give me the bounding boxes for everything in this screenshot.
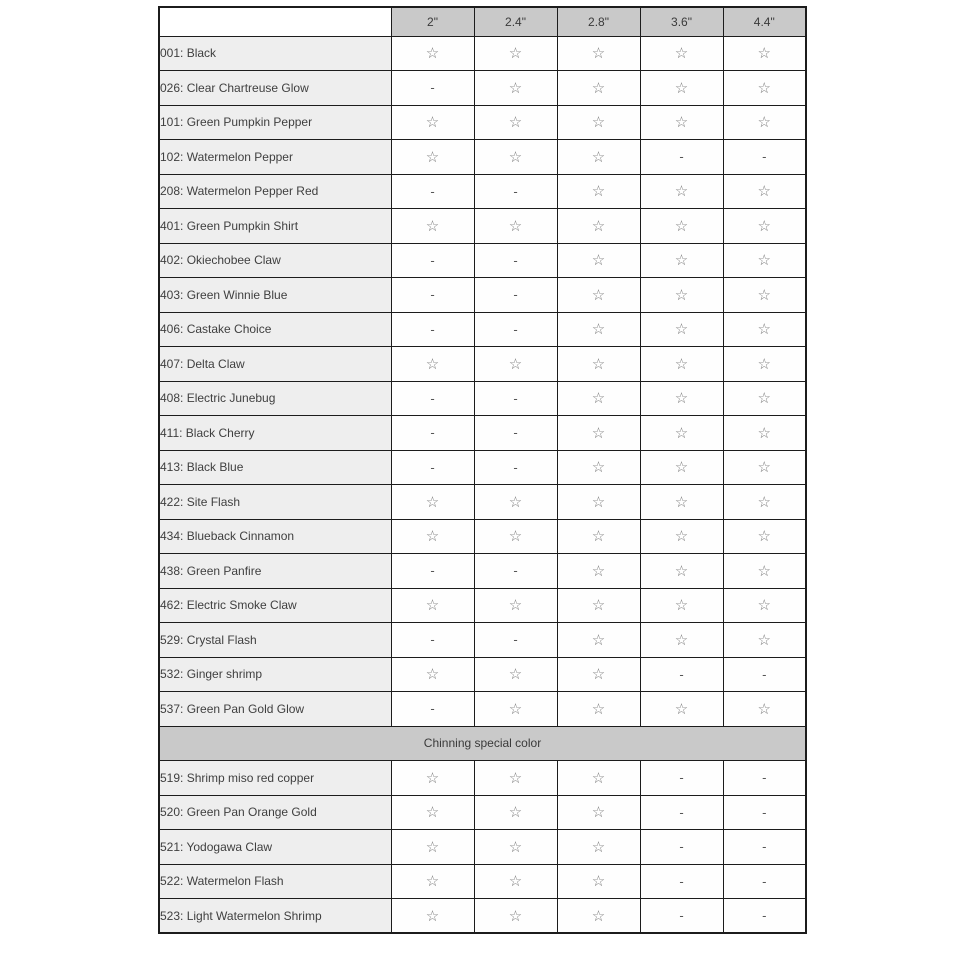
availability-star: ☆ <box>723 71 806 106</box>
availability-dash: - <box>640 795 723 830</box>
availability-dash: - <box>640 830 723 865</box>
table-row <box>159 140 806 175</box>
availability-star: ☆ <box>557 864 640 899</box>
table-row <box>159 450 806 485</box>
availability-star: ☆ <box>723 692 806 727</box>
availability-star: ☆ <box>474 830 557 865</box>
availability-star: ☆ <box>640 347 723 382</box>
color-name-cell: 537: Green Pan Gold Glow <box>159 692 391 727</box>
availability-star: ☆ <box>723 243 806 278</box>
table-row <box>159 899 806 934</box>
availability-star: ☆ <box>557 381 640 416</box>
availability-dash: - <box>391 278 474 313</box>
availability-dash: - <box>474 554 557 589</box>
availability-dash: - <box>391 450 474 485</box>
availability-star: ☆ <box>474 795 557 830</box>
table-row <box>159 761 806 796</box>
availability-star: ☆ <box>557 347 640 382</box>
table-row <box>159 278 806 313</box>
availability-star: ☆ <box>474 347 557 382</box>
availability-star: ☆ <box>723 347 806 382</box>
color-name-cell: 101: Green Pumpkin Pepper <box>159 105 391 140</box>
availability-dash: - <box>391 416 474 451</box>
availability-dash: - <box>391 243 474 278</box>
availability-star: ☆ <box>640 312 723 347</box>
availability-star: ☆ <box>557 71 640 106</box>
color-name-cell: 411: Black Cherry <box>159 416 391 451</box>
color-name-cell: 402: Okiechobee Claw <box>159 243 391 278</box>
color-name-cell: 519: Shrimp miso red copper <box>159 761 391 796</box>
availability-dash: - <box>474 623 557 658</box>
table-row <box>159 588 806 623</box>
availability-dash: - <box>391 692 474 727</box>
color-name-cell: 408: Electric Junebug <box>159 381 391 416</box>
availability-star: ☆ <box>640 588 723 623</box>
availability-star: ☆ <box>640 692 723 727</box>
availability-star: ☆ <box>474 899 557 934</box>
section-row <box>159 726 806 761</box>
availability-star: ☆ <box>723 623 806 658</box>
color-name-cell: 001: Black <box>159 36 391 71</box>
availability-star: ☆ <box>723 312 806 347</box>
availability-star: ☆ <box>391 864 474 899</box>
availability-star: ☆ <box>474 140 557 175</box>
color-size-availability-table <box>158 6 807 934</box>
color-name-cell: 532: Ginger shrimp <box>159 657 391 692</box>
size-header-4-4in: 4.4" <box>723 7 806 36</box>
availability-star: ☆ <box>723 381 806 416</box>
availability-dash: - <box>640 657 723 692</box>
availability-dash: - <box>474 416 557 451</box>
availability-star: ☆ <box>640 105 723 140</box>
availability-star: ☆ <box>557 209 640 244</box>
availability-star: ☆ <box>557 416 640 451</box>
availability-dash: - <box>391 381 474 416</box>
availability-dash: - <box>723 657 806 692</box>
availability-star: ☆ <box>640 278 723 313</box>
size-header-row <box>159 7 806 36</box>
availability-star: ☆ <box>391 140 474 175</box>
availability-dash: - <box>640 864 723 899</box>
availability-star: ☆ <box>557 554 640 589</box>
availability-star: ☆ <box>391 209 474 244</box>
availability-star: ☆ <box>557 692 640 727</box>
color-name-cell: 462: Electric Smoke Claw <box>159 588 391 623</box>
table-row <box>159 174 806 209</box>
availability-star: ☆ <box>557 105 640 140</box>
availability-star: ☆ <box>391 830 474 865</box>
availability-star: ☆ <box>640 174 723 209</box>
table-row <box>159 830 806 865</box>
size-header-2-8in: 2.8" <box>557 7 640 36</box>
availability-dash: - <box>723 795 806 830</box>
color-name-cell: 102: Watermelon Pepper <box>159 140 391 175</box>
color-name-cell: 523: Light Watermelon Shrimp <box>159 899 391 934</box>
availability-star: ☆ <box>474 657 557 692</box>
availability-star: ☆ <box>640 485 723 520</box>
availability-star: ☆ <box>640 450 723 485</box>
empty-header-cell <box>159 7 391 36</box>
availability-star: ☆ <box>723 278 806 313</box>
availability-star: ☆ <box>723 36 806 71</box>
table-row <box>159 105 806 140</box>
availability-dash: - <box>640 761 723 796</box>
availability-star: ☆ <box>474 761 557 796</box>
availability-star: ☆ <box>640 381 723 416</box>
availability-star: ☆ <box>474 588 557 623</box>
table-row <box>159 692 806 727</box>
availability-star: ☆ <box>474 519 557 554</box>
availability-star: ☆ <box>391 36 474 71</box>
color-name-cell: 529: Crystal Flash <box>159 623 391 658</box>
availability-dash: - <box>723 864 806 899</box>
color-name-cell: 407: Delta Claw <box>159 347 391 382</box>
table-row <box>159 312 806 347</box>
availability-star: ☆ <box>640 416 723 451</box>
availability-dash: - <box>474 312 557 347</box>
availability-star: ☆ <box>723 554 806 589</box>
availability-star: ☆ <box>391 105 474 140</box>
availability-star: ☆ <box>474 485 557 520</box>
table-row <box>159 657 806 692</box>
color-name-cell: 403: Green Winnie Blue <box>159 278 391 313</box>
availability-star: ☆ <box>723 588 806 623</box>
table-row <box>159 71 806 106</box>
availability-star: ☆ <box>723 519 806 554</box>
availability-star: ☆ <box>557 588 640 623</box>
availability-star: ☆ <box>557 830 640 865</box>
availability-dash: - <box>474 381 557 416</box>
availability-star: ☆ <box>391 761 474 796</box>
availability-dash: - <box>391 71 474 106</box>
table-row <box>159 209 806 244</box>
availability-star: ☆ <box>557 243 640 278</box>
availability-star: ☆ <box>557 174 640 209</box>
availability-star: ☆ <box>640 36 723 71</box>
availability-star: ☆ <box>640 243 723 278</box>
color-size-availability-table-wrap <box>158 6 807 934</box>
availability-star: ☆ <box>557 36 640 71</box>
availability-dash: - <box>391 623 474 658</box>
availability-table-body <box>159 36 806 933</box>
color-name-cell: 522: Watermelon Flash <box>159 864 391 899</box>
availability-dash: - <box>474 278 557 313</box>
availability-star: ☆ <box>640 209 723 244</box>
availability-dash: - <box>723 899 806 934</box>
color-name-cell: 413: Black Blue <box>159 450 391 485</box>
availability-star: ☆ <box>474 36 557 71</box>
availability-star: ☆ <box>640 554 723 589</box>
color-name-cell: 422: Site Flash <box>159 485 391 520</box>
availability-star: ☆ <box>557 657 640 692</box>
availability-star: ☆ <box>723 209 806 244</box>
availability-dash: - <box>723 761 806 796</box>
color-name-cell: 406: Castake Choice <box>159 312 391 347</box>
availability-dash: - <box>723 140 806 175</box>
availability-dash: - <box>640 899 723 934</box>
availability-star: ☆ <box>557 140 640 175</box>
availability-star: ☆ <box>557 312 640 347</box>
availability-dash: - <box>474 174 557 209</box>
size-header <box>159 7 806 36</box>
availability-dash: - <box>640 140 723 175</box>
availability-dash: - <box>391 554 474 589</box>
table-row <box>159 381 806 416</box>
color-name-cell: 026: Clear Chartreuse Glow <box>159 71 391 106</box>
table-row <box>159 554 806 589</box>
size-header-2-4in: 2.4" <box>474 7 557 36</box>
availability-star: ☆ <box>391 485 474 520</box>
availability-star: ☆ <box>391 899 474 934</box>
availability-star: ☆ <box>557 795 640 830</box>
availability-star: ☆ <box>723 105 806 140</box>
size-header-3-6in: 3.6" <box>640 7 723 36</box>
availability-star: ☆ <box>557 450 640 485</box>
availability-star: ☆ <box>391 519 474 554</box>
availability-star: ☆ <box>474 692 557 727</box>
availability-star: ☆ <box>391 657 474 692</box>
availability-star: ☆ <box>474 864 557 899</box>
availability-star: ☆ <box>474 209 557 244</box>
availability-star: ☆ <box>557 278 640 313</box>
table-row <box>159 243 806 278</box>
availability-star: ☆ <box>640 519 723 554</box>
availability-star: ☆ <box>640 623 723 658</box>
availability-star: ☆ <box>640 71 723 106</box>
section-header-label: Chinning special color <box>159 726 806 761</box>
color-name-cell: 401: Green Pumpkin Shirt <box>159 209 391 244</box>
availability-star: ☆ <box>723 450 806 485</box>
availability-star: ☆ <box>391 588 474 623</box>
size-header-2in: 2" <box>391 7 474 36</box>
availability-star: ☆ <box>474 71 557 106</box>
color-name-cell: 520: Green Pan Orange Gold <box>159 795 391 830</box>
color-name-cell: 434: Blueback Cinnamon <box>159 519 391 554</box>
availability-star: ☆ <box>723 174 806 209</box>
color-name-cell: 208: Watermelon Pepper Red <box>159 174 391 209</box>
availability-star: ☆ <box>557 623 640 658</box>
availability-star: ☆ <box>391 347 474 382</box>
availability-star: ☆ <box>474 105 557 140</box>
table-row <box>159 795 806 830</box>
table-row <box>159 416 806 451</box>
availability-star: ☆ <box>557 519 640 554</box>
color-name-cell: 438: Green Panfire <box>159 554 391 589</box>
availability-star: ☆ <box>723 416 806 451</box>
availability-dash: - <box>391 174 474 209</box>
availability-star: ☆ <box>557 899 640 934</box>
availability-dash: - <box>391 312 474 347</box>
availability-star: ☆ <box>557 485 640 520</box>
table-row <box>159 485 806 520</box>
table-row <box>159 36 806 71</box>
table-row <box>159 864 806 899</box>
table-row <box>159 623 806 658</box>
availability-star: ☆ <box>391 795 474 830</box>
availability-dash: - <box>474 450 557 485</box>
table-row <box>159 347 806 382</box>
availability-star: ☆ <box>557 761 640 796</box>
availability-dash: - <box>723 830 806 865</box>
availability-star: ☆ <box>723 485 806 520</box>
table-row <box>159 519 806 554</box>
availability-dash: - <box>474 243 557 278</box>
color-name-cell: 521: Yodogawa Claw <box>159 830 391 865</box>
